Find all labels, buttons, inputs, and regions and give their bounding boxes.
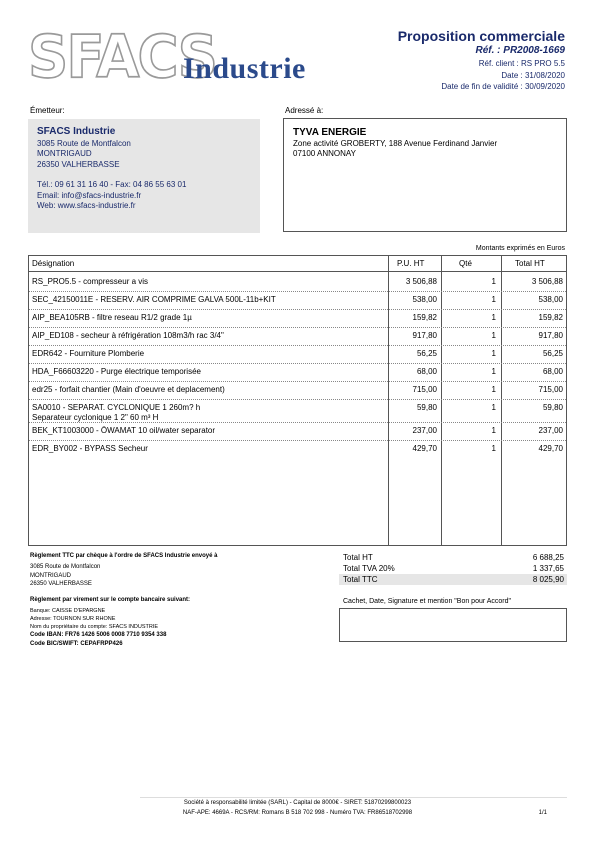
table-row <box>29 441 566 458</box>
item-unit-price: 56,25 <box>416 349 437 358</box>
item-total: 3 506,88 <box>531 277 563 286</box>
item-total: 68,00 <box>542 367 563 376</box>
item-designation: BEK_KT1003000 - ÖWAMAT 10 oil/water separator <box>32 426 216 435</box>
addressee-label: Adressé à: <box>285 106 324 115</box>
bic-swift: Code BIC/SWIFT: CEPAFRPP426 <box>30 641 123 647</box>
cheque-address-line: MONTRIGAUD <box>30 573 71 579</box>
item-total: 56,25 <box>542 349 563 358</box>
emitter-phone: Tél.: 09 61 31 16 40 - Fax: 04 86 55 63 01 <box>37 180 187 189</box>
item-designation: HDA_F66603220 - Purge électrique temporisée <box>32 367 201 376</box>
cheque-address-line: 3085 Route de Montfalcon <box>30 564 101 570</box>
item-unit-price: 715,00 <box>412 385 437 394</box>
item-quantity: 1 <box>491 426 496 435</box>
table-row <box>29 400 566 423</box>
total-tva-row <box>339 563 567 574</box>
item-unit-price: 3 506,88 <box>405 277 437 286</box>
item-unit-price: 159,82 <box>412 313 437 322</box>
total-tva-value: 1 337,65 <box>532 564 564 573</box>
item-designation: AIP_BEA105RB - filtre reseau R1/2 grade 1µ <box>32 313 192 322</box>
addressee-name: TYVA ENERGIE <box>293 127 367 138</box>
item-total: 715,00 <box>538 385 563 394</box>
emitter-address-line: 26350 VALHERBASSE <box>37 159 120 169</box>
document-title: Proposition commerciale <box>397 28 565 44</box>
cheque-address-line: 26350 VALHERBASSE <box>30 581 92 587</box>
document-date: Date : 31/08/2020 <box>501 70 565 80</box>
total-ttc-value: 8 025,90 <box>532 575 564 584</box>
total-ttc-row <box>339 574 567 585</box>
bank-address: Adresse: TOURNON SUR RHONE <box>30 616 116 622</box>
item-designation: edr25 - forfait chantier (Main d'oeuvre et deplacement) <box>32 385 225 394</box>
cheque-title: Règlement TTC par chèque à l'ordre de SFACS Industrie envoyé à <box>30 553 218 559</box>
item-unit-price: 59,80 <box>416 403 437 412</box>
item-quantity: 1 <box>491 367 496 376</box>
item-total: 237,00 <box>538 426 563 435</box>
validity-date: Date de fin de validité : 30/09/2020 <box>441 82 565 91</box>
table-row <box>29 274 566 292</box>
client-reference: Réf. client : RS PRO 5.5 <box>478 59 565 68</box>
item-designation-detail: Separateur cyclonique 1 2" 60 m³ H <box>32 413 159 422</box>
item-unit-price: 68,00 <box>416 367 437 376</box>
logo-industrie-text: Industrie <box>183 52 306 85</box>
account-owner: Nom du propriétaire du compte: SFACS INDUSTRIE <box>30 624 159 630</box>
bank-name: Banque: CAISSE D'EPARGNE <box>30 608 106 614</box>
item-unit-price: 538,00 <box>412 295 437 304</box>
table-row <box>29 328 566 346</box>
signature-label: Cachet, Date, Signature et mention "Bon pour Accord" <box>343 598 512 605</box>
item-quantity: 1 <box>491 403 496 412</box>
item-quantity: 1 <box>491 295 496 304</box>
item-unit-price: 917,80 <box>412 331 437 340</box>
item-total: 159,82 <box>538 313 563 322</box>
item-total: 59,80 <box>542 403 563 412</box>
item-total: 917,80 <box>538 331 563 340</box>
emitter-label: Émetteur: <box>30 106 65 115</box>
logo-sfacs-text: SFACS <box>28 23 216 92</box>
item-quantity: 1 <box>491 277 496 286</box>
item-unit-price: 429,70 <box>412 444 437 453</box>
footer-legal-line: Société à responsabilité limitée (SARL) - Capital de 8000€ - SIRET: 51870299800023 <box>183 800 412 806</box>
page-number: 1/1 <box>538 810 547 816</box>
total-ttc-label: Total TTC <box>343 575 378 584</box>
item-quantity: 1 <box>491 385 496 394</box>
items-table <box>28 255 567 546</box>
emitter-email: Email: info@sfacs-industrie.fr <box>37 190 142 200</box>
table-row <box>29 364 566 382</box>
emitter-box <box>28 119 260 233</box>
table-row <box>29 310 566 328</box>
addressee-box <box>283 118 567 232</box>
header-designation: Désignation <box>32 259 75 268</box>
footer-legal-line: NAF-APE: 4669A - RCS/RM: Romans B 518 702 998 - Numéro TVA: FR86518702998 <box>182 810 413 816</box>
total-ht-value: 6 688,25 <box>532 553 564 562</box>
document-reference: Réf. : PR2008-1669 <box>475 45 565 56</box>
table-row <box>29 423 566 441</box>
addressee-address-line: Zone activité GROBERTY, 188 Avenue Ferdinand Janvier <box>293 138 498 148</box>
item-unit-price: 237,00 <box>412 426 437 435</box>
header-total: Total HT <box>515 259 545 268</box>
addressee-address-line: 07100 ANNONAY <box>293 149 356 158</box>
total-tva-label: Total TVA 20% <box>343 564 395 573</box>
table-row <box>29 346 566 364</box>
item-designation: EDR_BY002 - BYPASS Secheur <box>32 444 148 453</box>
item-quantity: 1 <box>491 349 496 358</box>
transfer-title: Règlement par virement sur le compte bancaire suivant: <box>30 597 191 603</box>
table-row <box>29 382 566 400</box>
item-total: 429,70 <box>538 444 563 453</box>
header-quantity: Qté <box>459 259 472 268</box>
emitter-address-line: 3085 Route de Montfalcon <box>37 138 131 148</box>
header-unit-price: P.U. HT <box>397 259 425 268</box>
item-quantity: 1 <box>491 313 496 322</box>
iban: Code IBAN: FR76 1426 5006 0008 7710 9354 338 <box>30 632 167 638</box>
item-quantity: 1 <box>491 331 496 340</box>
item-quantity: 1 <box>491 444 496 453</box>
item-designation: RS_PRO5.5 - compresseur a vis <box>32 277 149 286</box>
company-logo <box>28 23 318 92</box>
emitter-name: SFACS Industrie <box>37 126 116 137</box>
table-header <box>29 256 566 272</box>
total-ht-label: Total HT <box>343 553 373 562</box>
item-designation: AIP_ED108 - secheur à réfrigération 108m3/h rac 3/4" <box>32 331 224 340</box>
signature-box[interactable] <box>339 608 567 642</box>
footer-divider <box>140 797 567 798</box>
table-row <box>29 292 566 310</box>
currency-note: Montants exprimés en Euros <box>475 245 565 252</box>
item-designation: EDR642 - Fourniture Plomberie <box>32 349 145 358</box>
emitter-website: Web: www.sfacs-industrie.fr <box>37 201 136 210</box>
total-ht-row <box>339 552 567 563</box>
item-total: 538,00 <box>538 295 563 304</box>
item-designation: SEC_42150011E - RESERV. AIR COMPRIME GALVA 500L-11b+KIT <box>32 295 276 304</box>
item-designation: SA0010 - SEPARAT. CYCLONIQUE 1 260m? h <box>32 403 201 412</box>
document-header <box>398 28 565 93</box>
emitter-address-line: MONTRIGAUD <box>37 149 92 158</box>
